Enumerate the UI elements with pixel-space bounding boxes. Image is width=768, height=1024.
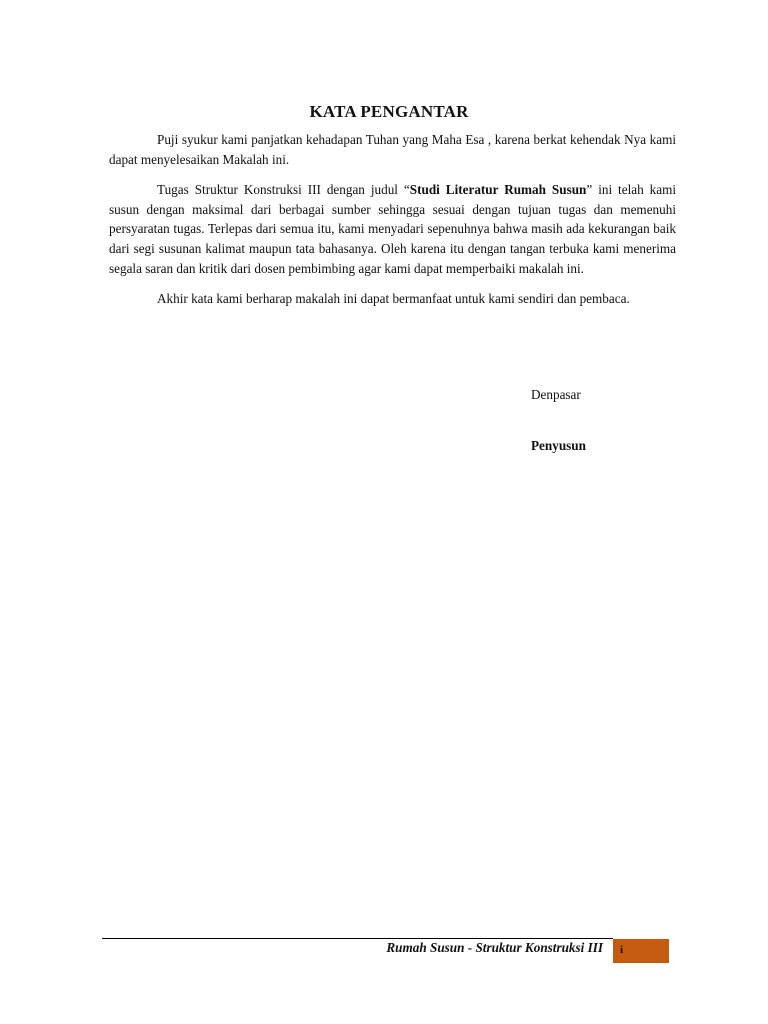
paragraph-2 bbox=[109, 180, 676, 278]
paragraph-2-start: Tugas Struktur Konstruksi III dengan judul “ bbox=[157, 182, 410, 198]
body-text bbox=[109, 130, 676, 320]
footer-title: Rumah Susun - Struktur Konstruksi III bbox=[386, 940, 603, 955]
footer-divider bbox=[102, 938, 613, 939]
signature-place: Denpasar bbox=[531, 387, 581, 402]
signature-author: Penyusun bbox=[531, 438, 586, 453]
paragraph-2-rest: ” ini telah kami susun dengan maksimal dari berbagai sumber sehingga sesuai dengan tujuan tugas dan memenuhi persyaratan tugas. Terlepas dari semua itu, kami menyadari sepenuhnya bahwa masih ada kekurangan baik dari segi susunan kalimat maupun tata bahasanya. Oleh karena itu dengan tangan terbuka kami menerima segala saran dan kritik dari dosen pembimbing agar kami dapat memperbaiki makalah ini. bbox=[109, 182, 676, 276]
paragraph-1: Puji syukur kami panjatkan kehadapan Tuhan yang Maha Esa , karena berkat kehendak Nya kami dapat menyelesaikan Makalah ini. bbox=[109, 132, 676, 167]
paragraph-3: Akhir kata kami berharap makalah ini dapat bermanfaat untuk kami sendiri dan pembaca. bbox=[157, 291, 630, 307]
page-number-box bbox=[613, 939, 669, 963]
page-title: KATA PENGANTAR bbox=[309, 102, 469, 121]
paper-title-bold: Studi Literatur Rumah Susun bbox=[409, 182, 587, 198]
page-number: i bbox=[620, 944, 624, 956]
